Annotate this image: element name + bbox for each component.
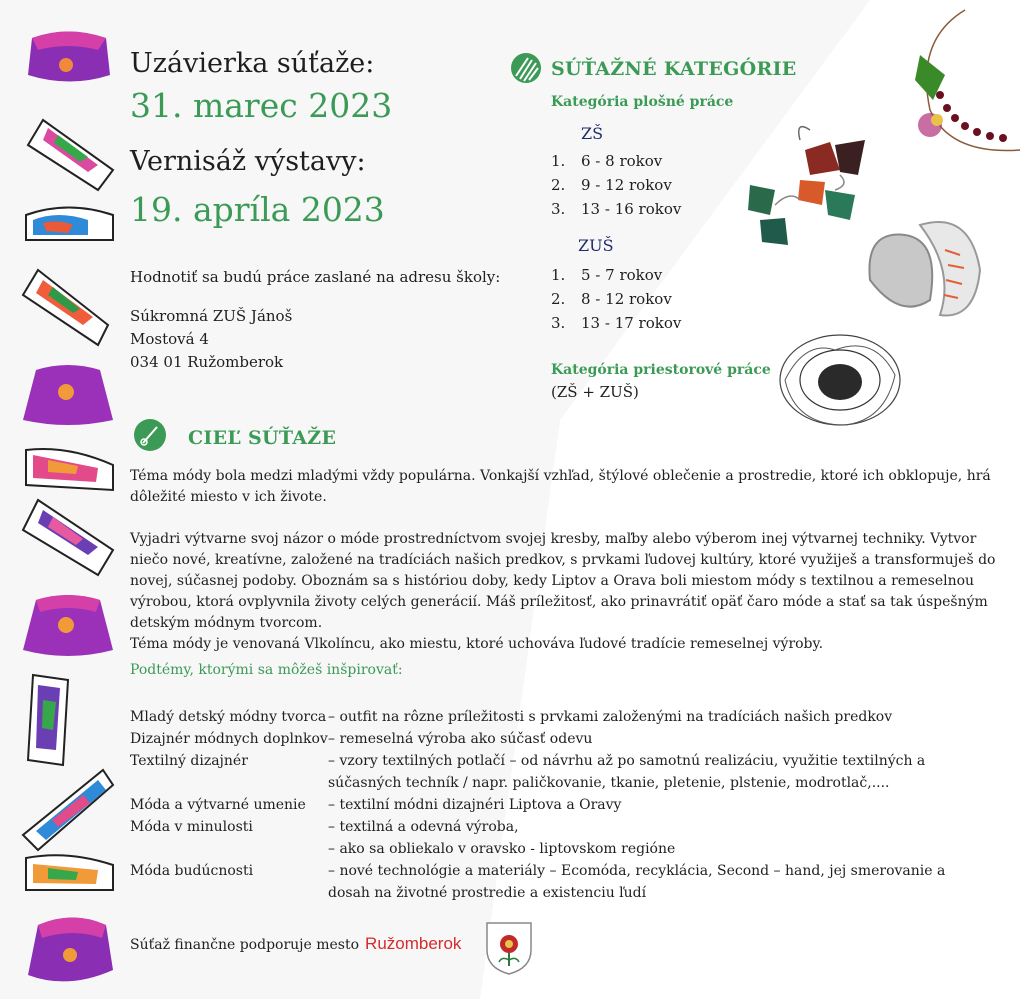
deadline-date: 31. marec 2023 bbox=[130, 86, 393, 125]
list-item: 3. 13 - 16 rokov bbox=[551, 200, 682, 218]
zs-list bbox=[551, 149, 681, 221]
vernissage-label: Vernisáž výstavy: bbox=[130, 146, 366, 177]
list-item: 1. 5 - 7 rokov bbox=[551, 266, 663, 284]
subtopics-title: Podtémy, ktorými sa môžeš inšpirovať: bbox=[130, 662, 403, 678]
sneaker-illustration bbox=[23, 500, 113, 575]
list-item: 2. 9 - 12 rokov bbox=[551, 176, 672, 194]
address-intro: Hodnotiť sa budú práce zaslané na adresu školy: bbox=[130, 268, 501, 286]
spatial-category-title: Kategória priestorové práce bbox=[551, 362, 771, 378]
necklace-illustration bbox=[915, 10, 1020, 151]
sneaker-illustration bbox=[28, 120, 113, 190]
list-item: Móda v minulosti – textilná a odevná výroba, bbox=[130, 819, 519, 835]
sneaker-illustration bbox=[23, 770, 113, 850]
list-item: Dizajnér módnych doplnkov – remeselná výroba ako súčasť odevu bbox=[130, 731, 593, 747]
needle-icon bbox=[133, 418, 167, 452]
zus-list bbox=[551, 263, 681, 335]
city-name: Ružomberok bbox=[365, 934, 462, 953]
jewellery-illustrations bbox=[735, 0, 1024, 440]
list-item: 2. 8 - 12 rokov bbox=[551, 290, 672, 308]
sponsor-line bbox=[130, 934, 461, 954]
address-line: Mostová 4 bbox=[130, 330, 209, 348]
list-item: Móda budúcnosti – nové technológie a materiály – Ecomóda, recyklácia, Second – hand, jej smerovanie a dosah na životné prostredie a existenciu ľudí bbox=[130, 863, 946, 901]
list-item: 3. 13 - 17 rokov bbox=[551, 314, 682, 332]
goal-paragraph: Téma módy bola medzi mladými vždy populárna. Vonkajší vzhľad, štýlové oblečenie a prostredie, ktoré ich obklopuje, hrá dôležité miesto v ich živote. bbox=[130, 468, 991, 505]
bucket-hat-illustration bbox=[23, 595, 113, 656]
sneaker-illustration bbox=[26, 208, 113, 241]
list-item: Móda a výtvarné umenie – textilní módni dizajnéri Liptova a Oravy bbox=[130, 797, 622, 813]
wire-sculpture-illustration bbox=[780, 335, 900, 425]
fashion-illustrations-column bbox=[18, 20, 118, 990]
sneaker-illustration bbox=[23, 270, 108, 345]
goal-paragraph: Vyjadri výtvarne svoj názor o móde prostredníctvom svojej kresby, maľby alebo výberom inej výtvarnej techniky. Vytvor niečo nové, kreatívne, založené na tradíciách našich predkov, s prvkami ľudovej kultúry, ktoré využiješ a transformuješ do novej, súčasnej podoby. Oboznám sa s históriou doby, kedy Liptov a Orava boli miestom módy s textilnou a remeselnou výrobou, ktorá ovplyvnila životy celých generácií. Máš príležitosť, ako prinavrátiť opäť čaro móde a stať sa tak úspešným detským módnym tvorcom. Téma módy je venovaná Vlkolíncu, ako miestu, ktoré uchováva ľudové tradície remeselnej výroby. bbox=[130, 531, 996, 652]
sneaker-illustration bbox=[26, 855, 113, 890]
sneaker-illustration bbox=[26, 449, 113, 490]
deadline-label: Uzávierka súťaže: bbox=[130, 48, 375, 79]
address-line: Súkromná ZUŠ Jánoš bbox=[130, 307, 293, 325]
list-item: Mladý detský módny tvorca – outfit na rôzne príležitosti s prvkami založenými na tradíciách našich predkov bbox=[130, 709, 893, 725]
address-line: 034 01 Ružomberok bbox=[130, 353, 284, 371]
bucket-hat-illustration bbox=[28, 32, 110, 82]
sponsor-text: Súťaž finančne podporuje mesto bbox=[130, 937, 360, 953]
zs-label: ZŠ bbox=[581, 124, 604, 143]
flat-category-title: Kategória plošné práce bbox=[551, 94, 734, 110]
list-item: 1. 6 - 8 rokov bbox=[551, 152, 663, 170]
glass-earrings-illustration bbox=[748, 127, 865, 245]
city-coat-of-arms-icon bbox=[484, 920, 534, 976]
goal-title: CIEĽ SÚŤAŽE bbox=[188, 427, 337, 449]
zus-label: ZUŠ bbox=[578, 236, 614, 255]
bucket-hat-illustration bbox=[28, 918, 113, 982]
subtopics-list bbox=[130, 706, 960, 904]
wire-earring-illustration bbox=[869, 222, 980, 315]
vernissage-date: 19. apríla 2023 bbox=[130, 190, 385, 229]
stripes-icon bbox=[510, 52, 542, 84]
categories-title: SÚŤAŽNÉ KATEGÓRIE bbox=[551, 58, 797, 80]
bucket-hat-illustration bbox=[23, 365, 113, 425]
spatial-category-note: (ZŠ + ZUŠ) bbox=[551, 383, 639, 401]
list-item: Textilný dizajnér – vzory textilných potlačí – od návrhu až po samotnú realizáciu, využitie textilných a súčasných techník / napr. paličkovanie, tkanie, pletenie, plstenie, modrotlač,.... bbox=[130, 753, 926, 791]
list-item: – ako sa obliekalo v oravsko - liptovskom regióne bbox=[328, 841, 676, 857]
sneaker-illustration bbox=[28, 675, 68, 765]
address-block bbox=[130, 305, 292, 374]
